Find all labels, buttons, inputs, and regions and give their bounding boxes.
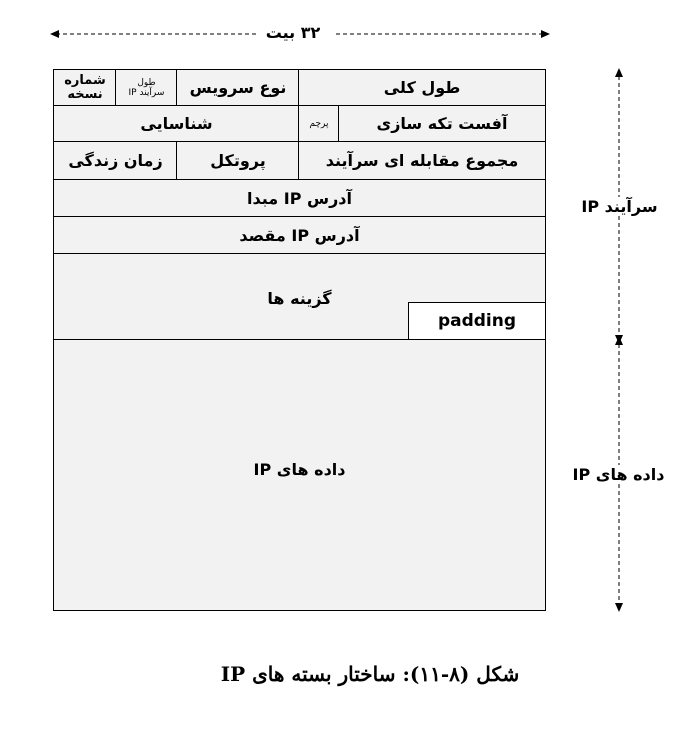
flags-label: پرچم	[309, 118, 329, 129]
width-label: ۳۲ بیت	[258, 23, 328, 42]
ttl-label: زمان زندگی	[68, 151, 163, 171]
service-type-label: نوع سرویس	[189, 78, 287, 98]
source-address-field	[53, 179, 546, 218]
data-field	[53, 339, 546, 611]
padding-field	[408, 302, 546, 341]
source-address-label: آدرس IP مبدا	[247, 188, 352, 208]
data-label: داده های IP	[253, 460, 346, 480]
identification-field	[53, 105, 300, 143]
fragment-offset-field	[338, 105, 546, 143]
version-label: شماره نسخه	[64, 73, 106, 102]
data-side-label: داده های IP	[566, 465, 671, 484]
protocol-field	[176, 141, 300, 181]
protocol-label: پروتکل	[210, 151, 266, 171]
header-side-label: سرآیند IP	[572, 197, 667, 216]
ttl-field	[53, 141, 178, 181]
identification-label: شناسایی	[140, 114, 213, 134]
padding-label: padding	[437, 311, 517, 332]
checksum-field	[298, 141, 546, 181]
flags-field	[298, 105, 340, 143]
version-field	[53, 69, 117, 107]
destination-address-field	[53, 216, 546, 255]
checksum-label: مجموع مقابله ای سرآیند	[325, 151, 519, 171]
figure-caption: شکل (۸-۱۱): ساختار بسته های IP	[220, 662, 520, 686]
fragment-offset-label: آفست تکه سازی	[376, 114, 508, 134]
options-label: گزینه ها	[267, 289, 332, 308]
total-length-label: طول کلی	[383, 78, 461, 98]
destination-address-label: آدرس IP مقصد	[239, 225, 360, 245]
total-length-field	[298, 69, 546, 107]
service-type-field	[176, 69, 300, 107]
header-length-field	[115, 69, 178, 107]
header-length-label: طول سرآیند IP	[128, 77, 165, 98]
